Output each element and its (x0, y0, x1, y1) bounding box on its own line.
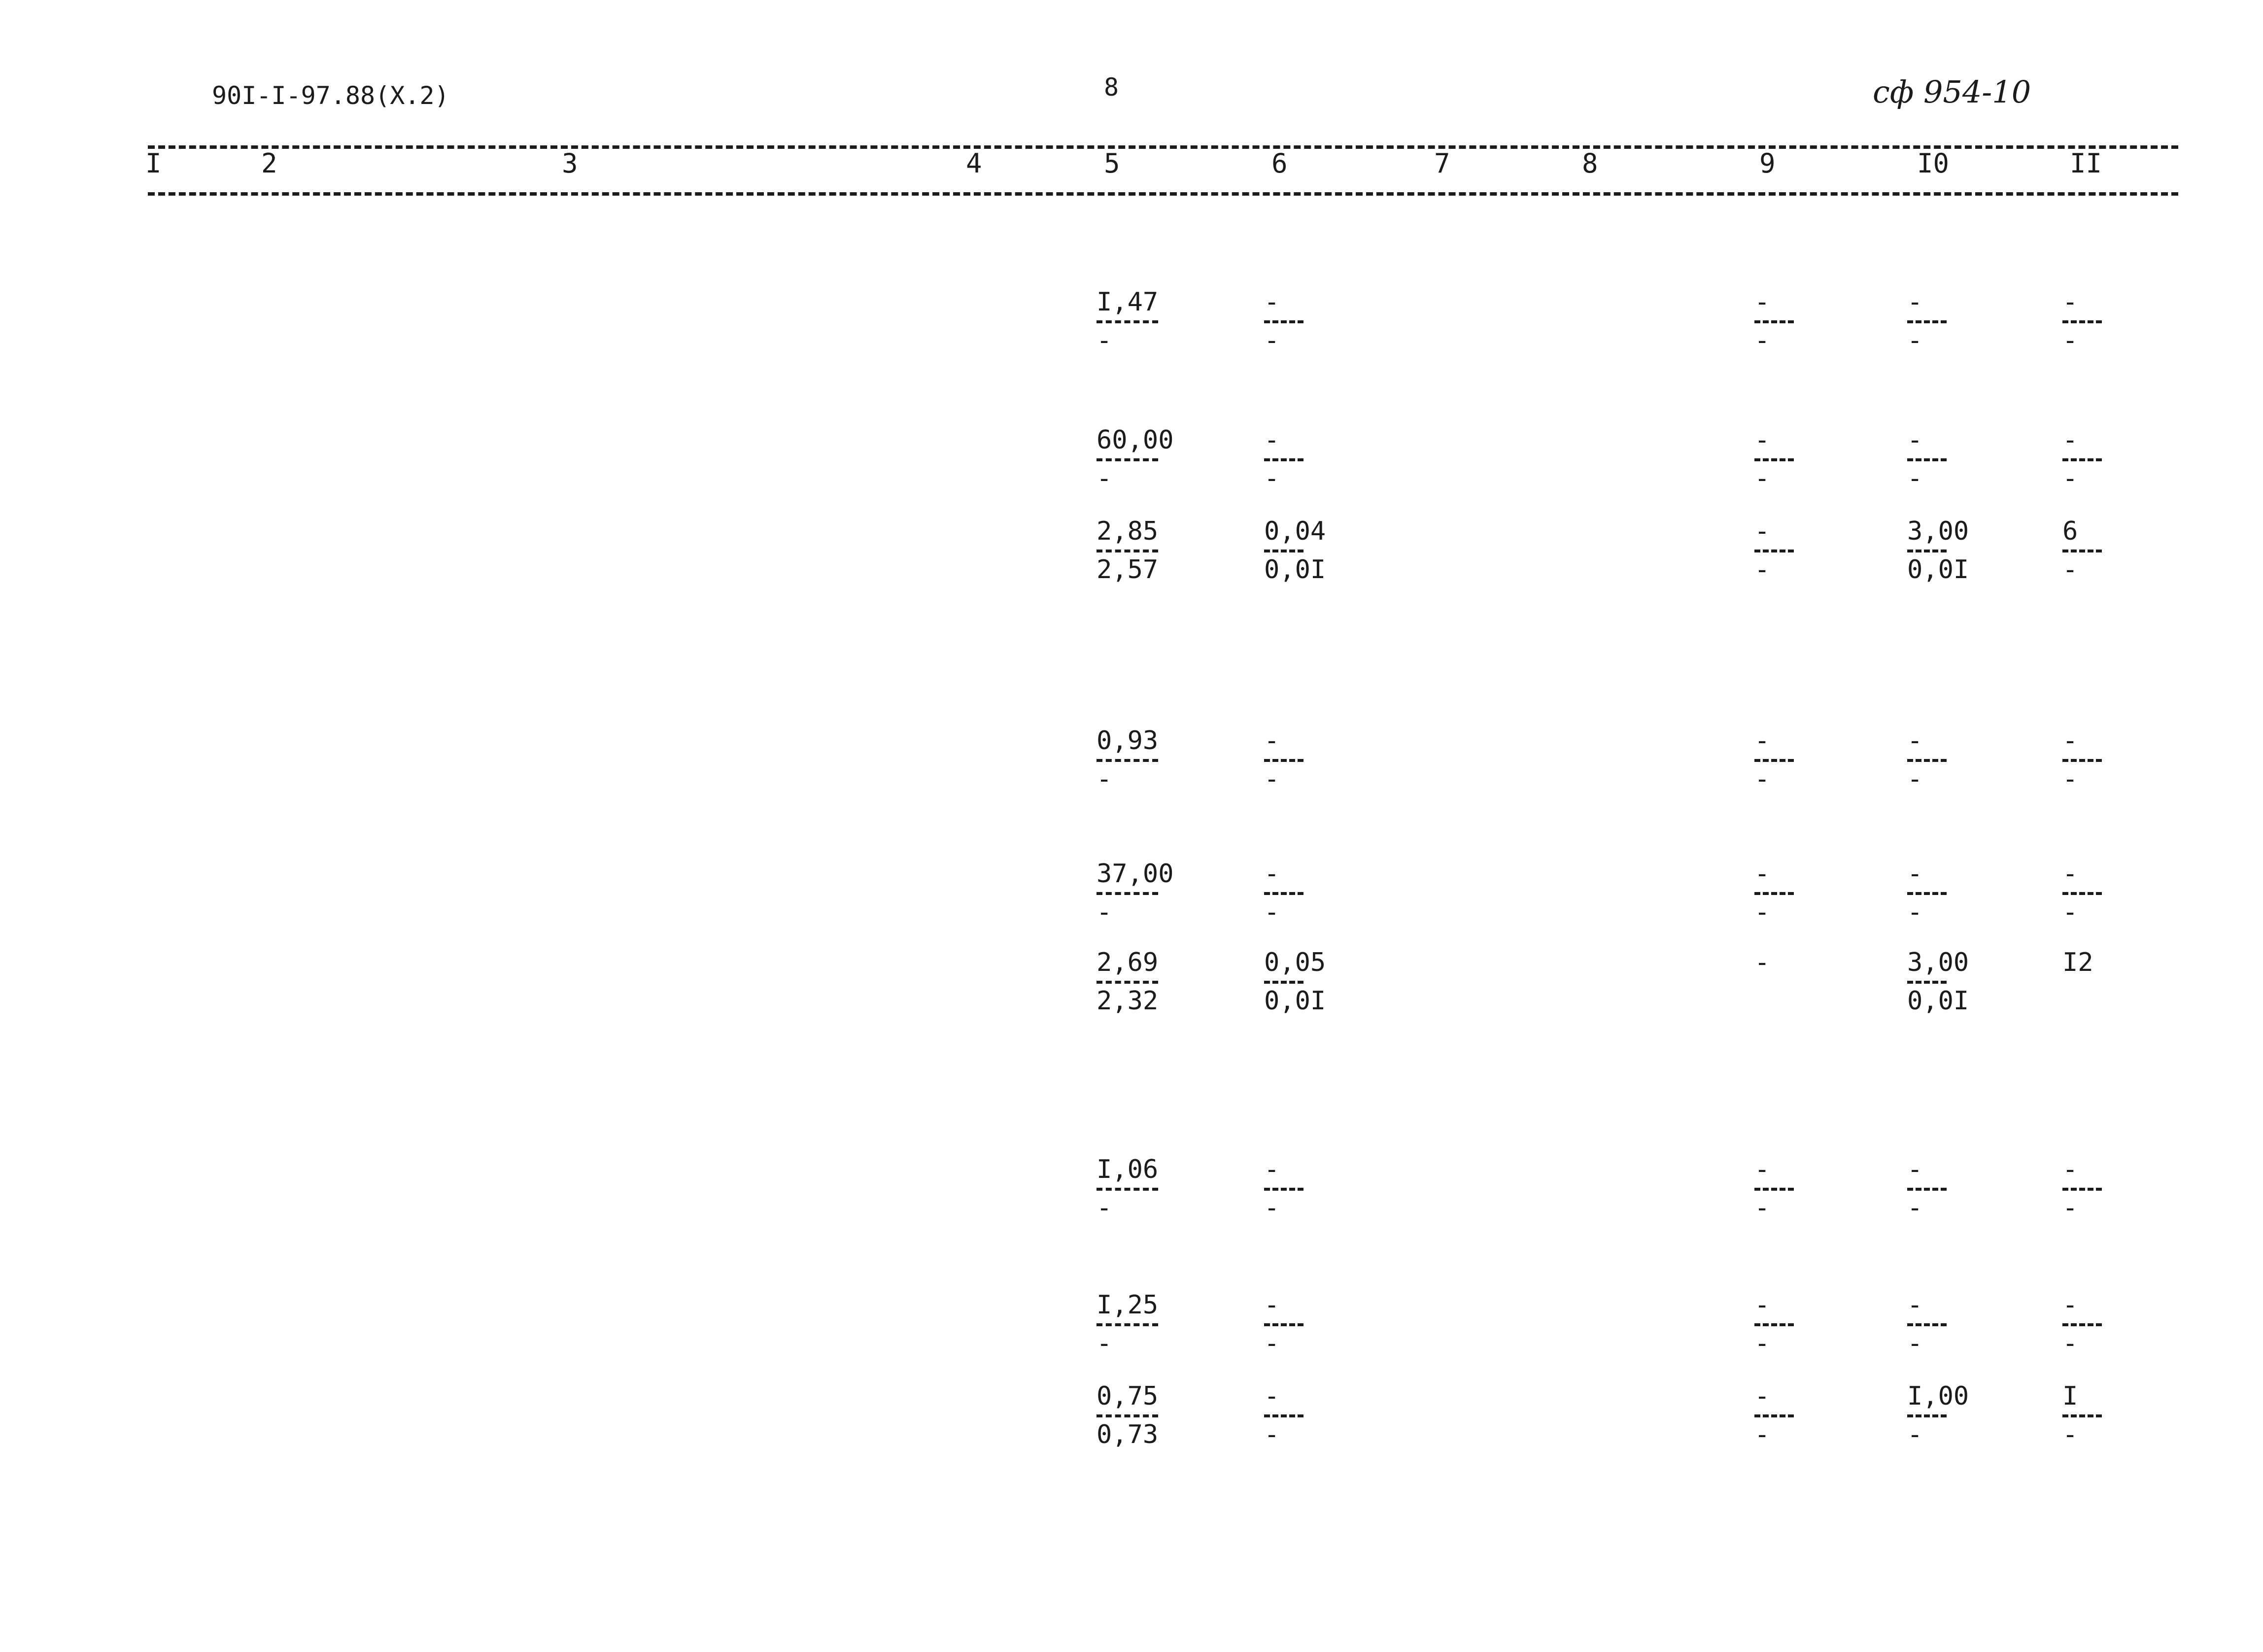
col11-value-denominator: - (2062, 1193, 2078, 1223)
col9-value-denominator: - (1754, 897, 1770, 927)
col9-value-numerator: - (1754, 1290, 1770, 1320)
col5-value-denominator: - (1097, 1329, 1112, 1358)
col11-value (2062, 1290, 2102, 1358)
col11-value (2062, 1155, 2102, 1223)
col11-value (2062, 726, 2102, 794)
col9-value-denominator: - (1754, 326, 1770, 355)
document-code: 90I-I-97.88(X.2) (212, 81, 449, 110)
col9-value-numerator: - (1754, 287, 1770, 317)
col5-value-numerator: 2,85 (1097, 516, 1159, 546)
col10-value-numerator: - (1907, 425, 1923, 455)
col6-value-fraction-rule (1264, 320, 1303, 323)
col5-value (1097, 287, 1159, 355)
col9-value (1754, 516, 1794, 585)
col5-value (1097, 859, 1174, 927)
col6-value (1264, 726, 1303, 794)
col11-value-numerator: 6 (2062, 516, 2078, 546)
col11-value-fraction-rule (2062, 1323, 2102, 1326)
header-bottom-rule (148, 192, 2178, 196)
col9-value-fraction-rule (1754, 892, 1794, 895)
col10-value-fraction-rule (1907, 892, 1947, 895)
col10-value-fraction-rule (1907, 320, 1947, 323)
column-header-4: 4 (966, 148, 982, 179)
col10-value-numerator: 3,00 (1907, 948, 1969, 977)
col11-value-fraction-rule (2062, 458, 2102, 461)
column-header-3: 3 (562, 148, 578, 179)
col11-value-numerator: - (2062, 726, 2078, 756)
col10-value-fraction-rule (1907, 1414, 1947, 1417)
col5-value (1097, 516, 1159, 585)
col5-value-numerator: 0,75 (1097, 1381, 1159, 1411)
col10-value-denominator: - (1907, 326, 1923, 355)
col9-value-denominator: - (1754, 1420, 1770, 1449)
col10-value-fraction-rule (1907, 1323, 1947, 1326)
column-header-5: 5 (1104, 148, 1120, 179)
col5-value-denominator: - (1097, 764, 1112, 794)
col11-value-denominator: - (2062, 464, 2078, 493)
col9-value (1754, 1290, 1794, 1358)
col10-value-denominator: - (1907, 1420, 1923, 1449)
column-header-7: 7 (1434, 148, 1450, 179)
col11-value-numerator: - (2062, 859, 2078, 889)
col6-value (1264, 859, 1303, 927)
col9-value-fraction-rule (1754, 1188, 1794, 1191)
col11-value-denominator: - (2062, 555, 2078, 585)
col6-value (1264, 1290, 1303, 1358)
col9-value-numerator: - (1754, 1381, 1770, 1411)
col5-value-fraction-rule (1097, 320, 1158, 323)
col5-value-numerator: I,06 (1097, 1155, 1159, 1184)
page-number: 8 (1104, 73, 1119, 102)
column-header-10: I0 (1917, 148, 1950, 179)
col11-value-fraction-rule (2062, 550, 2102, 552)
col5-value (1097, 1155, 1159, 1223)
column-header-8: 8 (1582, 148, 1598, 179)
col6-value-denominator: - (1264, 897, 1280, 927)
col6-value-fraction-rule (1264, 1188, 1303, 1191)
col10-value-numerator: - (1907, 1155, 1923, 1184)
col10-value (1907, 1381, 1969, 1449)
col6-value (1264, 1155, 1303, 1223)
col6-value-denominator: - (1264, 764, 1280, 794)
col9-value-numerator: - (1754, 1155, 1770, 1184)
col11-value-fraction-rule (2062, 759, 2102, 762)
col9-value (1754, 859, 1794, 927)
col11-value-numerator: - (2062, 287, 2078, 317)
col11-value-numerator: I (2062, 1381, 2078, 1411)
col10-value-fraction-rule (1907, 759, 1947, 762)
col9-value-fraction-rule (1754, 759, 1794, 762)
col9-value-fraction-rule (1754, 550, 1794, 552)
col5-value (1097, 726, 1159, 794)
col5-value (1097, 1381, 1159, 1449)
col6-value (1264, 516, 1326, 585)
col5-value-denominator: - (1097, 464, 1112, 493)
col6-value (1264, 287, 1303, 355)
col10-value-denominator: - (1907, 897, 1923, 927)
col11-value (2062, 425, 2102, 493)
col9-value-numerator: - (1754, 425, 1770, 455)
col5-value-fraction-rule (1097, 759, 1158, 762)
column-header-9: 9 (1759, 148, 1776, 179)
header-top-rule (148, 145, 2178, 149)
col10-value-numerator: - (1907, 859, 1923, 889)
handwritten-code: сф 954-10 (1873, 74, 2031, 110)
col10-value (1907, 948, 1969, 1016)
col9-value-denominator: - (1754, 1329, 1770, 1358)
col11-value-denominator: - (2062, 897, 2078, 927)
col11-value-numerator: - (2062, 1290, 2078, 1320)
col9-value-numerator: - (1754, 726, 1770, 756)
col9-value-denominator: - (1754, 764, 1770, 794)
col6-value-denominator: - (1264, 1420, 1280, 1449)
col10-value-numerator: - (1907, 1290, 1923, 1320)
col5-value-fraction-rule (1097, 1188, 1158, 1191)
column-header-1: I (145, 148, 162, 179)
col6-value-numerator: - (1264, 1155, 1280, 1184)
col5-value-denominator: - (1097, 326, 1112, 355)
col9-value (1754, 287, 1794, 355)
col6-value-numerator: - (1264, 859, 1280, 889)
col6-value-numerator: 0,05 (1264, 948, 1326, 977)
col10-value-fraction-rule (1907, 981, 1947, 984)
col5-value-fraction-rule (1097, 1414, 1158, 1417)
col5-value-fraction-rule (1097, 892, 1158, 895)
col9-value-denominator: - (1754, 1193, 1770, 1223)
col10-value-numerator: I,00 (1907, 1381, 1969, 1411)
col9-value-fraction-rule (1754, 1323, 1794, 1326)
col6-value-denominator: - (1264, 1193, 1280, 1223)
col11-value-fraction-rule (2062, 1188, 2102, 1191)
col10-value-denominator: - (1907, 764, 1923, 794)
col11-value-numerator: I2 (2062, 948, 2093, 977)
col9-value-numerator: - (1754, 859, 1770, 889)
col10-value-numerator: 3,00 (1907, 516, 1969, 546)
col6-value-numerator: - (1264, 425, 1280, 455)
col5-value-numerator: 2,69 (1097, 948, 1159, 977)
col5-value-denominator: 0,73 (1097, 1420, 1159, 1449)
col10-value (1907, 859, 1947, 927)
col10-value-fraction-rule (1907, 550, 1947, 552)
col5-value-denominator: - (1097, 897, 1112, 927)
col5-value (1097, 425, 1174, 493)
col9-value (1754, 948, 1770, 977)
col5-value-numerator: I,25 (1097, 1290, 1159, 1320)
col6-value-denominator: - (1264, 326, 1280, 355)
col6-value (1264, 425, 1303, 493)
col11-value (2062, 948, 2093, 977)
col9-value-denominator: - (1754, 555, 1770, 585)
col9-value-numerator: - (1754, 948, 1770, 977)
col9-value (1754, 726, 1794, 794)
col11-value-numerator: - (2062, 1155, 2078, 1184)
col9-value (1754, 425, 1794, 493)
col11-value-numerator: - (2062, 425, 2078, 455)
col5-value-numerator: 0,93 (1097, 726, 1159, 756)
col11-value-denominator: - (2062, 326, 2078, 355)
col11-value-denominator: - (2062, 1329, 2078, 1358)
col11-value-denominator: - (2062, 1420, 2078, 1449)
col6-value-numerator: 0,04 (1264, 516, 1326, 546)
col6-value-fraction-rule (1264, 1323, 1303, 1326)
col5-value (1097, 948, 1159, 1016)
col6-value-denominator: - (1264, 1329, 1280, 1358)
col10-value-denominator: - (1907, 1329, 1923, 1358)
column-header-11: II (2070, 148, 2102, 179)
col9-value (1754, 1381, 1794, 1449)
col9-value-fraction-rule (1754, 458, 1794, 461)
col5-value-fraction-rule (1097, 550, 1158, 552)
col5-value-fraction-rule (1097, 981, 1158, 984)
col11-value (2062, 516, 2102, 585)
col10-value-numerator: - (1907, 726, 1923, 756)
col11-value-fraction-rule (2062, 892, 2102, 895)
col6-value-fraction-rule (1264, 892, 1303, 895)
col9-value-fraction-rule (1754, 1414, 1794, 1417)
col6-value-fraction-rule (1264, 550, 1303, 552)
col11-value-fraction-rule (2062, 320, 2102, 323)
col10-value (1907, 516, 1969, 585)
col10-value-denominator: - (1907, 1193, 1923, 1223)
col6-value-numerator: - (1264, 726, 1280, 756)
col11-value (2062, 859, 2102, 927)
col10-value-denominator: 0,0I (1907, 555, 1969, 585)
col9-value-fraction-rule (1754, 320, 1794, 323)
col6-value-denominator: 0,0I (1264, 986, 1326, 1016)
col10-value (1907, 425, 1947, 493)
col5-value-denominator: 2,32 (1097, 986, 1159, 1016)
col10-value-denominator: - (1907, 464, 1923, 493)
col9-value-denominator: - (1754, 464, 1770, 493)
col5-value-denominator: - (1097, 1193, 1112, 1223)
col11-value (2062, 287, 2102, 355)
col5-value-numerator: 37,00 (1097, 859, 1174, 889)
col10-value (1907, 1155, 1947, 1223)
column-header-2: 2 (261, 148, 277, 179)
col6-value-fraction-rule (1264, 1414, 1303, 1417)
col5-value-fraction-rule (1097, 458, 1158, 461)
col11-value (2062, 1381, 2102, 1449)
col6-value-fraction-rule (1264, 458, 1303, 461)
col6-value (1264, 948, 1326, 1016)
col6-value-fraction-rule (1264, 981, 1303, 984)
col10-value (1907, 1290, 1947, 1358)
column-header-6: 6 (1271, 148, 1288, 179)
col10-value-numerator: - (1907, 287, 1923, 317)
col10-value-fraction-rule (1907, 458, 1947, 461)
col10-value-fraction-rule (1907, 1188, 1947, 1191)
col6-value-numerator: - (1264, 1290, 1280, 1320)
col5-value-numerator: I,47 (1097, 287, 1159, 317)
col5-value (1097, 1290, 1159, 1358)
col6-value (1264, 1381, 1303, 1449)
col6-value-fraction-rule (1264, 759, 1303, 762)
col5-value-fraction-rule (1097, 1323, 1158, 1326)
col11-value-fraction-rule (2062, 1414, 2102, 1417)
col5-value-denominator: 2,57 (1097, 555, 1159, 585)
col9-value-numerator: - (1754, 516, 1770, 546)
col6-value-numerator: - (1264, 1381, 1280, 1411)
col6-value-denominator: 0,0I (1264, 555, 1326, 585)
col11-value-denominator: - (2062, 764, 2078, 794)
col6-value-numerator: - (1264, 287, 1280, 317)
col5-value-numerator: 60,00 (1097, 425, 1174, 455)
col9-value (1754, 1155, 1794, 1223)
col10-value (1907, 726, 1947, 794)
col10-value-denominator: 0,0I (1907, 986, 1969, 1016)
col6-value-denominator: - (1264, 464, 1280, 493)
col10-value (1907, 287, 1947, 355)
